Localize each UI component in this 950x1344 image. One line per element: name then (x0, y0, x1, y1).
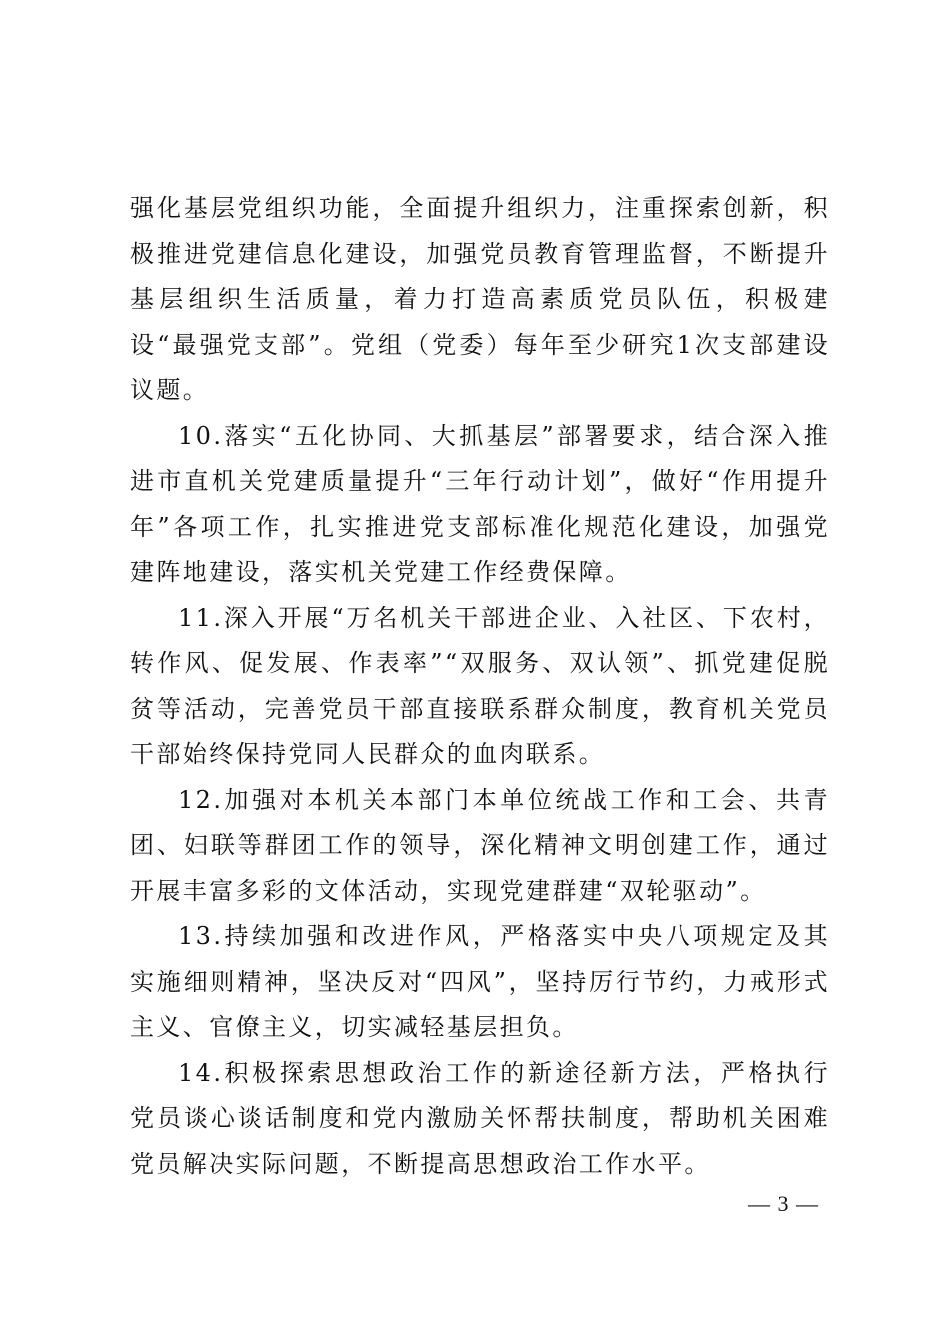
paragraph-item-13: 13.持续加强和改进作风，严格落实中央八项规定及其实施细则精神，坚决反对“四风”，坚持厉行节约，力戒形式主义、官僚主义，切实减轻基层担负。 (130, 922, 830, 1041)
page-number: — 3 — (748, 1191, 819, 1216)
paragraph-item-12: 12.加强对本机关本部门本单位统战工作和工会、共青团、妇联等群团工作的领导，深化精神文明创建工作，通过开展丰富多彩的文体活动，实现党建群建“双轮驱动”。 (130, 785, 830, 905)
paragraph-item-11: 11.深入开展“万名机关干部进企业、入社区、下农村，转作风、促发展、作表率”“双服务、双认领”、抓党建促脱贫等活动，完善党员干部直接联系群众制度，教育机关党员干部始终保持党同人民群众的血肉联系。 (130, 603, 830, 768)
paragraph-item-10: 10.落实“五化协同、大抓基层”部署要求，结合深入推进市直机关党建质量提升“三年行动计划”，做好“作用提升年”各项工作，扎实推进党支部标准化规范化建设，加强党建阵地建设，落实机关党建工作经费保障。 (130, 421, 830, 586)
paragraph-continuation: 强化基层党组织功能，全面提升组织力，注重探索创新，积极推进党建信息化建设，加强党员教育管理监督，不断提升基层组织生活质量，着力打造高素质党员队伍，积极建设“最强党支部”。党组（党委）每年至少研究1次支部建设议题。 (130, 194, 830, 404)
paragraph-item-14: 14.积极探索思想政治工作的新途径新方法，严格执行党员谈心谈话制度和党内激励关怀帮扶制度，帮助机关困难党员解决实际问题，不断提高思想政治工作水平。 (130, 1058, 830, 1178)
document-body (130, 186, 830, 1187)
